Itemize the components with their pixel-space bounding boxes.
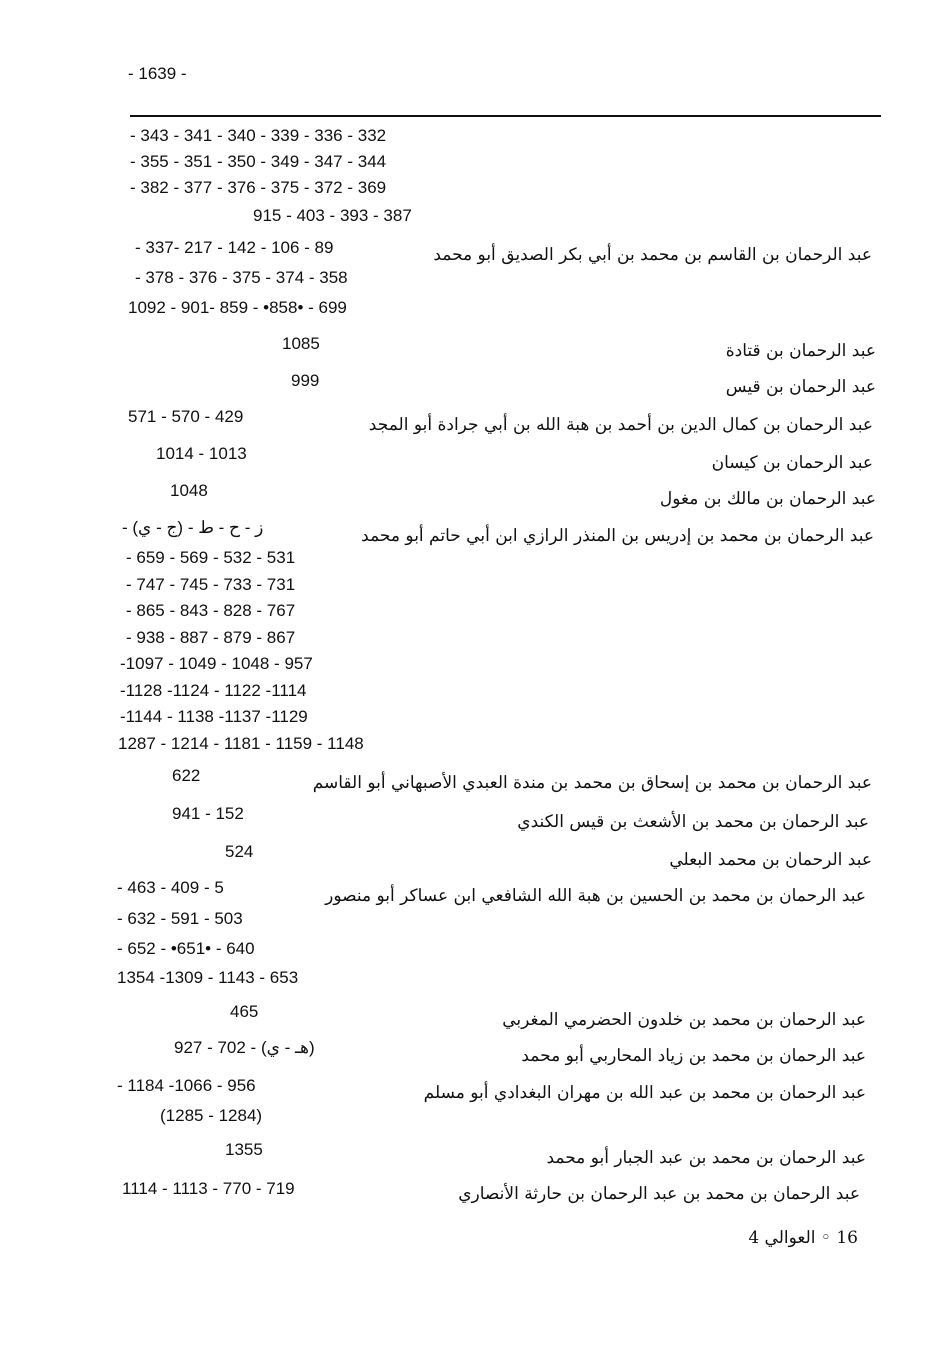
- entry-ref-line: - 1184 -1066 - 956: [117, 1076, 256, 1095]
- entry-name: عبد الرحمان بن محمد بن زياد المحاربي أبو محمد: [521, 1046, 866, 1066]
- entry-ref-line: 999: [291, 371, 320, 390]
- entry-name: عبد الرحمان بن محمد بن عبد الرحمان بن حارثة الأنصاري: [458, 1184, 860, 1204]
- entry-ref-line: -1128 -1124 - 1122 -1114: [120, 681, 307, 700]
- entry-name: عبد الرحمان بن محمد بن عبد الله بن مهران البغدادي أبو مسلم: [423, 1083, 866, 1103]
- page-number: - 1639 -: [128, 64, 187, 83]
- entry-name: عبد الرحمان بن محمد بن الأشعث بن قيس الكندي: [517, 812, 869, 832]
- entry-ref-line: 1014 - 1013: [156, 444, 247, 463]
- entry-ref-line: 622: [172, 766, 201, 785]
- entry-ref-line: 1355: [225, 1140, 263, 1159]
- page-footer: 16 ◦ العوالي 4: [748, 1228, 858, 1248]
- entry-ref-line: 465: [230, 1002, 259, 1021]
- entry-ref-line: 571 - 570 - 429: [128, 407, 244, 426]
- entry-name: عبد الرحمان بن كمال الدين بن أحمد بن هبة الله بن أبي جرادة أبو المجد: [368, 415, 873, 435]
- entry-name: عبد الرحمان بن القاسم بن محمد بن أبي بكر الصديق أبو محمد: [433, 245, 872, 265]
- entry-ref-line: - 632 - 591 - 503: [117, 909, 243, 928]
- entry-ref-line: 1048: [170, 481, 208, 500]
- continuation-ref-line: - 355 - 351 - 350 - 349 - 347 - 344: [130, 152, 387, 171]
- entry-ref-line: 1287 - 1214 - 1181 - 1159 - 1148: [118, 734, 364, 753]
- entry-ref-line: - 938 - 887 - 879 - 867: [126, 628, 296, 647]
- entry-name: عبد الرحمان بن مالك بن مغول: [659, 489, 876, 509]
- entry-name: عبد الرحمان بن قيس: [725, 377, 876, 397]
- entry-name: عبد الرحمان بن محمد البعلي: [669, 850, 872, 870]
- entry-name: عبد الرحمان بن محمد بن خلدون الحضرمي المغربي: [502, 1010, 866, 1030]
- entry-ref-line: - 659 - 569 - 532 - 531: [126, 548, 296, 567]
- entry-name: عبد الرحمان بن محمد بن إدريس بن المنذر الرازي ابن أبي حاتم أبو محمد: [361, 526, 874, 546]
- header-rule: [130, 115, 881, 117]
- entry-name: عبد الرحمان بن قتادة: [725, 341, 876, 361]
- entry-ref-line: 927 - 702 - (هـ - ي): [174, 1038, 315, 1057]
- entry-ref-line: ز - ح - ط - (ج - ي) -: [122, 518, 264, 537]
- entry-name: عبد الرحمان بن محمد بن إسحاق بن محمد بن مندة العبدي الأصبهاني أبو القاسم: [312, 773, 872, 793]
- continuation-ref-line: - 343 - 341 - 340 - 339 - 336 - 332: [130, 126, 387, 145]
- entry-ref-line: -1097 - 1049 - 1048 - 957: [120, 654, 313, 673]
- entry-ref-line: - 378 - 376 - 375 - 374 - 358: [135, 268, 348, 287]
- entry-ref-line: 1085: [282, 334, 320, 353]
- entry-name: عبد الرحمان بن محمد بن عبد الجبار أبو محمد: [546, 1148, 866, 1168]
- entry-ref-line: (1285 - 1284): [160, 1106, 263, 1125]
- entry-ref-line: 524: [225, 842, 254, 861]
- entry-ref-line: - 747 - 745 - 733 - 731: [126, 575, 296, 594]
- entry-ref-line: 1354 -1309 - 1143 - 653: [117, 968, 299, 987]
- entry-ref-line: 1114 - 1113 - 770 - 719: [122, 1179, 295, 1198]
- entry-ref-line: - 865 - 843 - 828 - 767: [126, 601, 296, 620]
- entry-ref-line: -1144 - 1138 -1137 -1129: [120, 707, 308, 726]
- entry-ref-line: 1092 - 901- 859 - •858• - 699: [128, 298, 347, 317]
- continuation-ref-line: 915 - 403 - 393 - 387: [253, 206, 412, 225]
- entry-ref-line: - 337- 217 - 142 - 106 - 89: [135, 238, 334, 257]
- entry-ref-line: - 463 - 409 - 5: [117, 878, 224, 897]
- entry-name: عبد الرحمان بن محمد بن الحسين بن هبة الله الشافعي ابن عساكر أبو منصور: [325, 886, 866, 906]
- entry-ref-line: 941 - 152: [172, 804, 244, 823]
- entry-name: عبد الرحمان بن كيسان: [711, 453, 873, 473]
- entry-ref-line: - 652 - •651• - 640: [117, 939, 255, 958]
- continuation-ref-line: - 382 - 377 - 376 - 375 - 372 - 369: [130, 178, 387, 197]
